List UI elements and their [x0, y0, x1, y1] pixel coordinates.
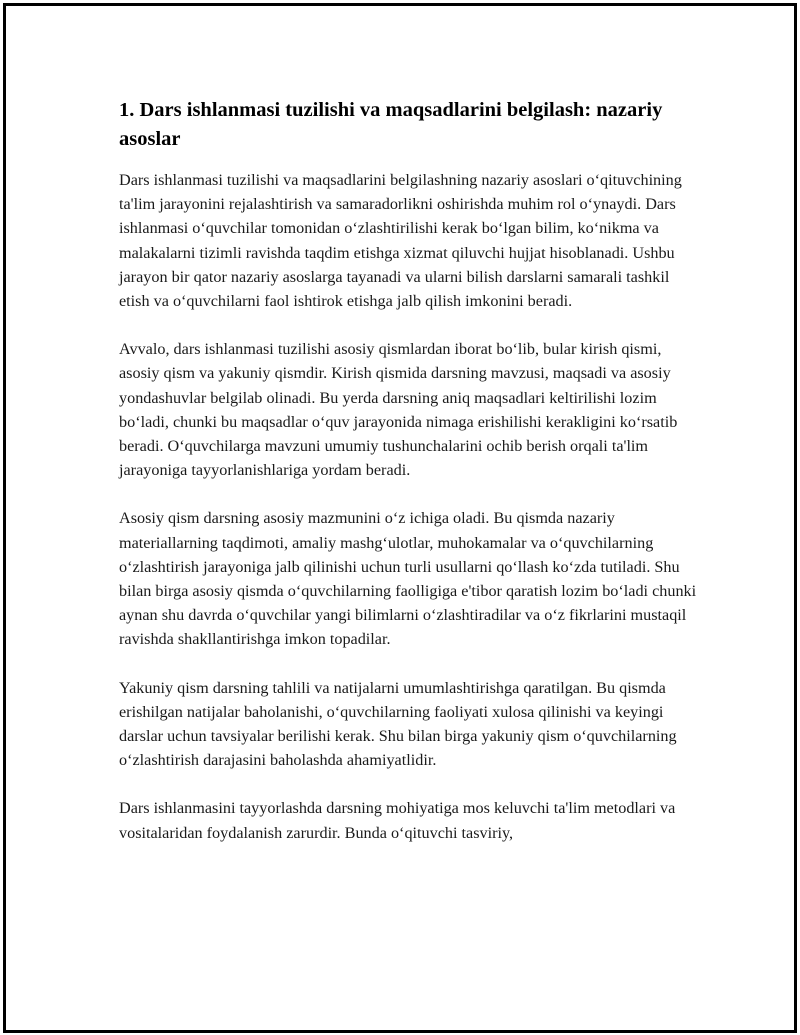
paragraph-main-part: Asosiy qism darsning asosiy mazmunini o‘z ichiga oladi. Bu qismda nazariy materiallarning taqdimoti, amaliy mashg‘ulotlar, muhokamalar va o‘quvchilarning o‘zlashtirish jarayoniga jalb qilinishi uchun turli usullarni qo‘llash ko‘zda tutiladi. Shu bilan birga asosiy qismda o‘quvchilarning faolligiga e'tibor qaratish lozim bo‘ladi chunki aynan shu davrda o‘quvchilar yangi bilimlarni o‘zlashtiradilar va o‘z fikrlarini mustaqil ravishda shakllantirishga imkon topadilar. — [119, 509, 697, 649]
paragraph-structure: Avvalo, dars ishlanmasi tuzilishi asosiy qismlardan iborat bo‘lib, bular kirish qismi, asosiy qism va yakuniy qismdir. Kirish qismida darsning mavzusi, maqsadi va asosiy yondashuvlar belgilab olinadi. Bu yerda darsning aniq maqsadlari keltirilishi lozim bo‘ladi, chunki bu maqsadlar o‘quv jarayonida nimaga erishilishi kerakligini ko‘rsatib beradi. O‘quvchilarga mavzuni umumiy tushunchalarini ochib berish orqali ta'lim jarayoniga tayyorlanishlariga yordam beradi. — [119, 340, 678, 480]
document-body — [119, 96, 699, 869]
paragraph-final-part: Yakuniy qism darsning tahlili va natijalarni umumlashtirishga qaratilgan. Bu qismda erishilgan natijalar baholanishi, o‘quvchilarning faoliyati xulosa qilinishi va keyingi darslar uchun tavsiyalar berilishi kerak. Shu bilan birga yakuniy qism o‘quvchilarning o‘zlashtirish darajasini baholashda ahamiyatlidir. — [119, 678, 677, 770]
paragraph-methods: Dars ishlanmasini tayyorlashda darsning mohiyatiga mos keluvchi ta'lim metodlari va vositalaridan foydalanish zarurdir. Bunda o‘qituvchi tasviriy, — [119, 799, 676, 842]
section-heading: 1. Dars ishlanmasi tuzilishi va maqsadlarini belgilash: nazariy asoslar — [119, 99, 663, 150]
paragraph-intro: Dars ishlanmasi tuzilishi va maqsadlarini belgilashning nazariy asoslari o‘qituvchining ta'lim jarayonini rejalashtirish va samaradorlikni oshirishda muhim rol o‘ynaydi. Dars ishlanmasi o‘quvchilar tomonidan o‘zlashtirilishi kerak bo‘lgan bilim, ko‘nikma va malakalarni tizimli ravishda taqdim etishga xizmat qiluvchi hujjat hisoblanadi. Ushbu jarayon bir qator nazariy asoslarga tayanadi va ularni bilish darslarni samarali tashkil etish va o‘quvchilarni faol ishtirok etishga jalb qilish imkonini beradi. — [119, 171, 682, 311]
document-page — [3, 3, 797, 1033]
